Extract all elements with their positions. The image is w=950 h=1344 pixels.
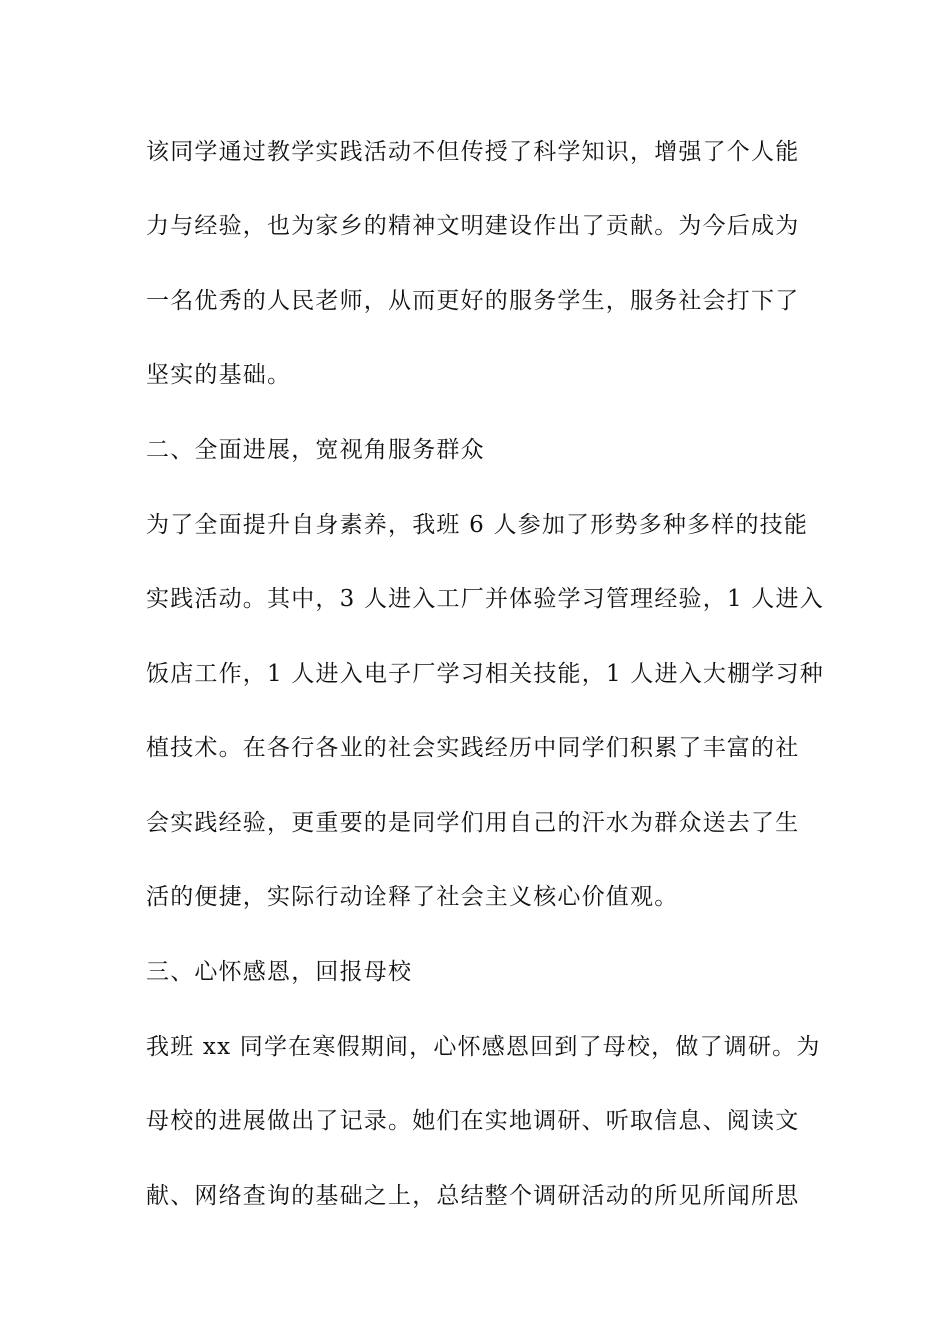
paragraph-line: 植技术。在各行各业的社会实践经历中同学们积累了丰富的社 (146, 735, 800, 761)
paragraph-line: 会实践经验，更重要的是同学们用自己的汗水为群众送去了生 (146, 810, 800, 836)
paragraph-line: 活的便捷，实际行动诠释了社会主义核心价值观。 (146, 884, 679, 910)
paragraph-line: 力与经验，也为家乡的精神文明建设作出了贡献。为今后成为 (146, 213, 800, 239)
paragraph-line: 献、网络查询的基础之上，总结整个调研活动的所见所闻所思 (146, 1183, 800, 1209)
paragraph-line: 母校的进展做出了记录。她们在实地调研、听取信息、阅读文 (146, 1108, 800, 1134)
paragraph-line: 坚实的基础。 (146, 362, 292, 388)
section-heading: 二、全面进展，宽视角服务群众 (146, 437, 485, 463)
paragraph-line: 饭店工作，1 人进入电子厂学习相关技能，1 人进入大棚学习种 (146, 661, 824, 687)
paragraph-line: 实践活动。其中，3 人进入工厂并体验学习管理经验，1 人进入 (146, 586, 824, 612)
paragraph-line: 为了全面提升自身素养，我班 6 人参加了形势多种多样的技能 (146, 512, 809, 538)
paragraph-line: 我班 xx 同学在寒假期间，心怀感恩回到了母校，做了调研。为 (146, 1034, 821, 1060)
section-heading: 三、心怀感恩，回报母校 (146, 959, 413, 985)
paragraph-line: 一名优秀的人民老师，从而更好的服务学生，服务社会打下了 (146, 288, 800, 314)
paragraph-line: 该同学通过教学实践活动不但传授了科学知识，增强了个人能 (146, 139, 800, 165)
